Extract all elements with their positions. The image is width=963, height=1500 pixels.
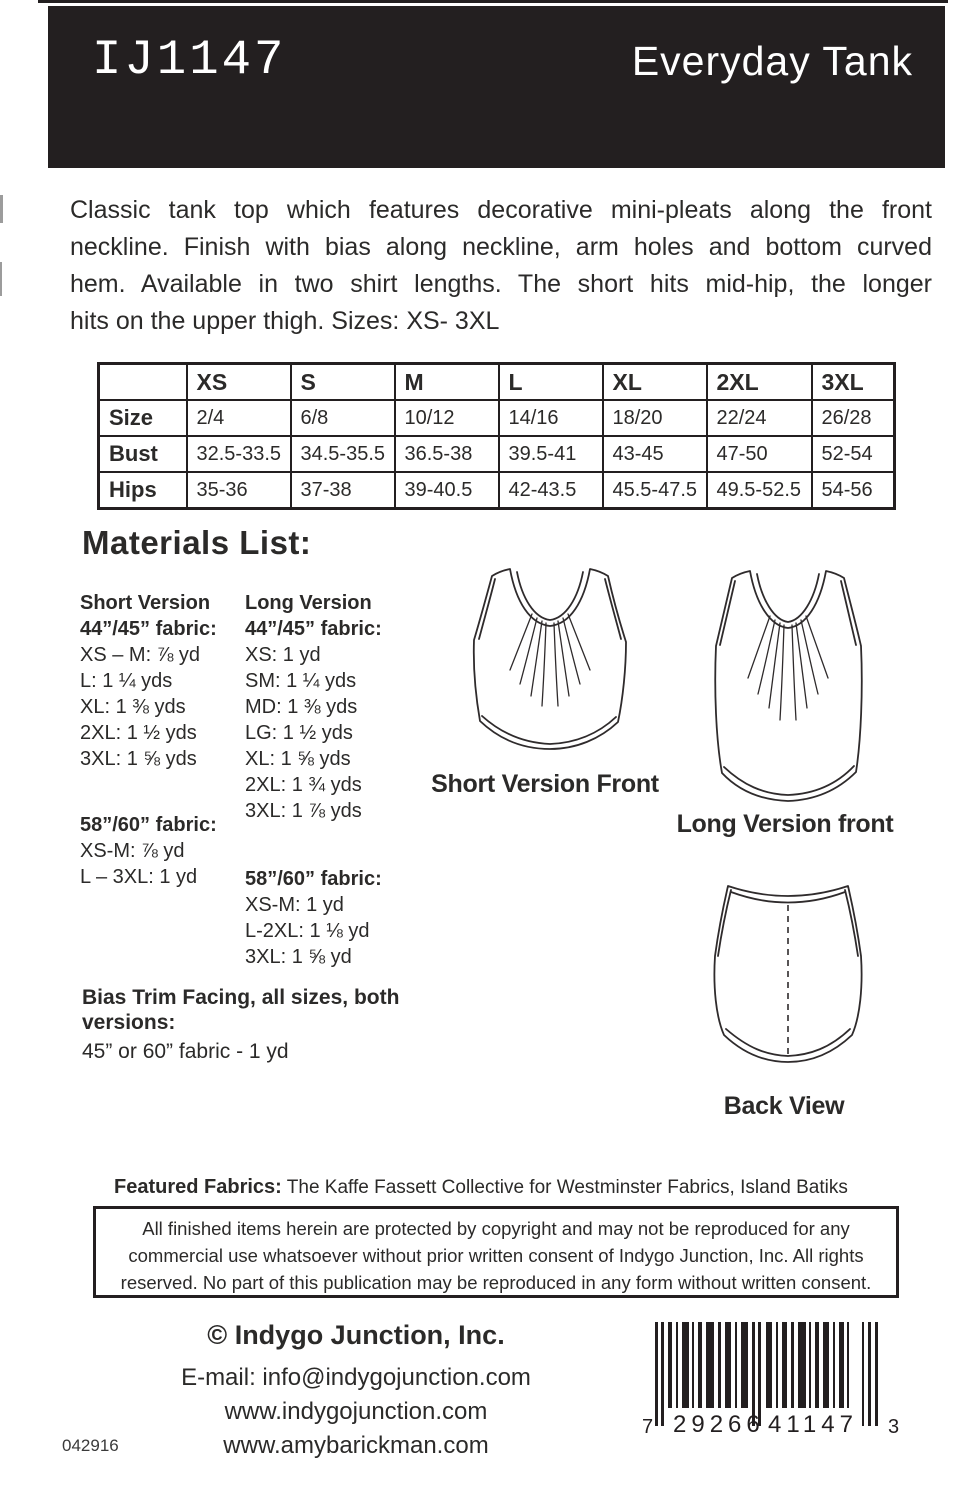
fabric-58-60-heading: 58”/60” fabric:: [80, 814, 217, 836]
yardage-line: XL: 1 ⅝ yds: [245, 748, 351, 770]
featured-fabrics-line: [114, 1176, 848, 1199]
size-chart: [97, 362, 896, 510]
long-version-front-label: Long Version front: [676, 810, 894, 838]
barcode-digit-right: 3: [888, 1416, 900, 1438]
back-view-label: Back View: [723, 1092, 845, 1120]
cell: 18/20: [603, 400, 707, 436]
cell: 32.5-33.5: [187, 436, 291, 472]
cell: 10/12: [395, 400, 499, 436]
materials-list-heading: Materials List:: [82, 524, 312, 561]
yardage-line: XS: 1 yd: [245, 644, 321, 666]
long-version-title: Long Version: [245, 592, 372, 614]
yardage-line: 3XL: 1 ⅝ yd: [245, 946, 352, 968]
table-row: [99, 436, 895, 472]
yardage-line: 2XL: 1 ¾ yds: [245, 774, 362, 796]
featured-fabrics-label: Featured Fabrics:: [114, 1176, 282, 1198]
cell: 39-40.5: [395, 472, 499, 509]
featured-fabrics-text: The Kaffe Fassett Collective for Westminster Fabrics, Island Batiks: [286, 1177, 848, 1198]
cell: 52-54: [812, 436, 895, 472]
short-version-front-label: Short Version Front: [431, 770, 659, 798]
cell: 39.5-41: [499, 436, 603, 472]
copyright-line: All finished items herein are protected by copyright and may not be reproduced for any: [142, 1218, 850, 1239]
cell: 6/8: [291, 400, 395, 436]
barcode-digit-left: 7: [642, 1416, 654, 1438]
publisher-website: www.amybarickman.com: [223, 1432, 489, 1459]
cell: 36.5-38: [395, 436, 499, 472]
fabric-58-60-heading: 58”/60” fabric:: [245, 868, 382, 890]
yardage-line: 3XL: 1 ⅝ yds: [80, 748, 197, 770]
cell: 22/24: [707, 400, 812, 436]
cell: 43-45: [603, 436, 707, 472]
publisher-name: © Indygo Junction, Inc.: [207, 1320, 505, 1350]
header-bar: [48, 6, 945, 168]
materials-long-version: [245, 590, 415, 970]
yardage-line: L: 1 ¼ yds: [80, 670, 173, 692]
cell: 54-56: [812, 472, 895, 509]
bias-trim-section: [82, 985, 399, 1064]
barcode-group-2: 41147: [768, 1411, 858, 1438]
scan-smudge: [0, 262, 2, 296]
row-label: Bust: [99, 436, 187, 472]
cell: 35-36: [187, 472, 291, 509]
publisher-website: www.indygojunction.com: [224, 1398, 488, 1425]
yardage-line: L – 3XL: 1 yd: [80, 866, 198, 888]
cell: 45.5-47.5: [603, 472, 707, 509]
size-chart-col: XL: [603, 364, 707, 401]
cell: 47-50: [707, 436, 812, 472]
bias-trim-heading: Bias Trim Facing, all sizes, both: [82, 986, 400, 1009]
publisher-info: [156, 1320, 556, 1463]
size-chart-col: S: [291, 364, 395, 401]
print-date-code: 042916: [62, 1436, 119, 1455]
yardage-line: MD: 1 ⅜ yds: [245, 696, 358, 718]
row-label: Hips: [99, 472, 187, 509]
description-line: hem. Available in two shirt lengths. The short hits mid-hip, the longer: [70, 270, 932, 298]
description-line: Classic tank top which features decorative mini-pleats along the front: [70, 196, 932, 224]
cell: 2/4: [187, 400, 291, 436]
short-version-title: Short Version: [80, 592, 211, 614]
yardage-line: SM: 1 ¼ yds: [245, 670, 357, 692]
page-title: Everyday Tank: [631, 38, 913, 84]
size-chart-col: 3XL: [812, 364, 895, 401]
pattern-number: IJ1147: [92, 32, 287, 88]
cell: 26/28: [812, 400, 895, 436]
short-version-front-illustration: [450, 558, 650, 758]
size-chart-col: M: [395, 364, 499, 401]
top-edge-line: [38, 0, 948, 3]
yardage-line: XS – M: ⅞ yd: [80, 644, 201, 666]
fabric-44-45-heading: 44”/45” fabric:: [245, 618, 382, 640]
cell: 49.5-52.5: [707, 472, 812, 509]
back-view-illustration: [698, 872, 878, 1077]
materials-short-version: [80, 590, 250, 890]
long-version-front-illustration: [698, 560, 878, 810]
yardage-line: LG: 1 ½ yds: [245, 722, 353, 744]
yardage-line: 2XL: 1 ½ yds: [80, 722, 197, 744]
size-chart-table: [97, 362, 896, 510]
yardage-line: L-2XL: 1 ⅛ yd: [245, 920, 370, 942]
cell: 42-43.5: [499, 472, 603, 509]
size-chart-col: L: [499, 364, 603, 401]
size-chart-col: XS: [187, 364, 291, 401]
size-chart-col: 2XL: [707, 364, 812, 401]
cell: 14/16: [499, 400, 603, 436]
yardage-line: 3XL: 1 ⅞ yds: [245, 800, 362, 822]
description-line: neckline. Finish with bias along neckline, arm holes and bottom curved: [70, 233, 932, 261]
scan-smudge: [0, 195, 3, 223]
yardage-line: XS-M: ⅞ yd: [80, 840, 185, 862]
yardage-line: XS-M: 1 yd: [245, 894, 344, 916]
table-row: [99, 400, 895, 436]
bias-trim-heading: versions:: [82, 1011, 176, 1034]
size-chart-header-row: [99, 364, 895, 401]
cell: 37-38: [291, 472, 395, 509]
publisher-email: E-mail: info@indygojunction.com: [181, 1364, 531, 1391]
description-paragraph: [70, 192, 932, 340]
copyright-notice-box: [93, 1206, 899, 1298]
bias-trim-yardage: 45” or 60” fabric - 1 yd: [82, 1040, 289, 1063]
size-chart-corner-cell: [99, 364, 187, 401]
row-label: Size: [99, 400, 187, 436]
upc-barcode: [640, 1320, 905, 1438]
copyright-line: commercial use whatsoever without prior written consent of Indygo Junction, Inc. All rights: [128, 1245, 864, 1266]
barcode-group-1: 29266: [673, 1411, 765, 1438]
table-row: [99, 472, 895, 509]
description-line: hits on the upper thigh. Sizes: XS- 3XL: [70, 307, 500, 335]
cell: 34.5-35.5: [291, 436, 395, 472]
copyright-line: reserved. No part of this publication may be reproduced in any form without written consent.: [120, 1272, 872, 1293]
fabric-44-45-heading: 44”/45” fabric:: [80, 618, 217, 640]
yardage-line: XL: 1 ⅜ yds: [80, 696, 186, 718]
